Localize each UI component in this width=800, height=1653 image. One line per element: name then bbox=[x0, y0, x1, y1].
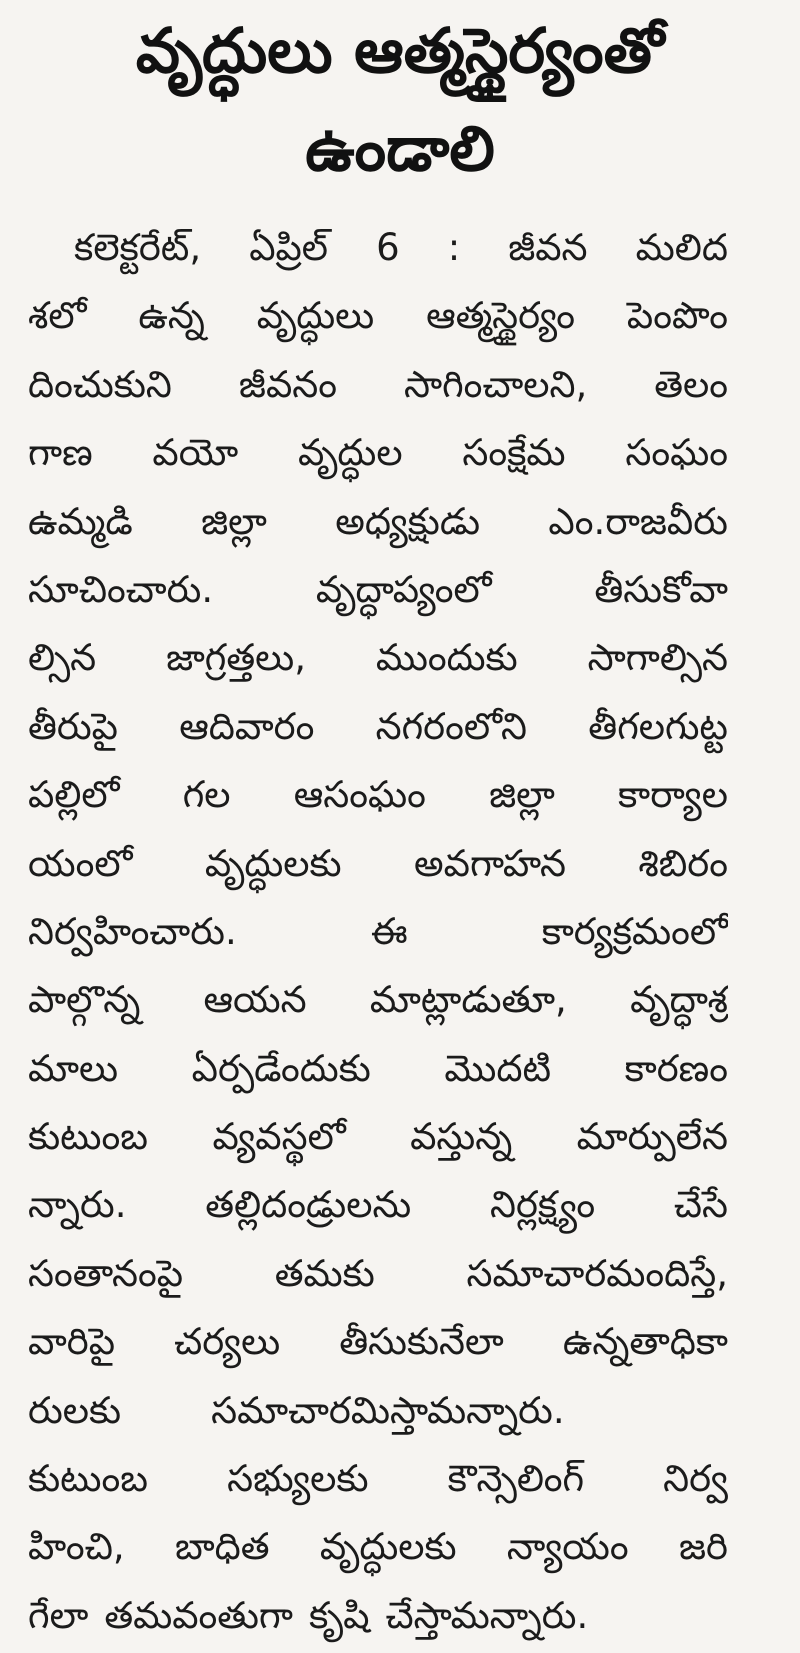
article-line: మాలు ఏర్పడేందుకు మొదటి కారణం bbox=[28, 1046, 728, 1090]
article-line: రులకు సమాచారమిస్తామన్నారు. bbox=[28, 1388, 565, 1432]
article-line: హించి, బాధిత వృద్ధులకు న్యాయం జరి bbox=[28, 1525, 728, 1569]
article-line: పల్లిలో గల ఆసంఘం జిల్లా కార్యాల bbox=[28, 773, 728, 817]
article-line: వారిపై చర్యలు తీసుకునేలా ఉన్నతాధికా bbox=[28, 1320, 728, 1364]
headline-line-2: ఉండాలి bbox=[305, 112, 495, 185]
article-line: దించుకుని జీవనం సాగించాలని, తెలం bbox=[28, 362, 728, 406]
article-line: పాల్గొన్న ఆయన మాట్లాడుతూ, వృద్ధాశ్ర bbox=[28, 978, 728, 1022]
article-line: ల్సిన జాగ్రత్తలు, ముందుకు సాగాల్సిన bbox=[28, 636, 728, 680]
article-line: గేలా తమవంతుగా కృషి చేస్తామన్నారు. bbox=[28, 1593, 589, 1637]
article-line: నిర్వహించారు. ఈ కార్యక్రమంలో bbox=[28, 909, 728, 953]
headline-line-1: వృద్ధులు ఆత్మస్థైర్యంతో bbox=[135, 14, 665, 87]
article-line: గాణ వయో వృద్ధుల సంక్షేమ సంఘం bbox=[28, 431, 728, 475]
article-line: శలో ఉన్న వృద్ధులు ఆత్మస్థైర్యం పెంపొం bbox=[28, 294, 728, 338]
article-line: తీరుపై ఆదివారం నగరంలోని తీగలగుట్ట bbox=[28, 704, 728, 748]
article-body bbox=[28, 214, 728, 1650]
article-line: కలెక్టరేట్, ఏప్రిల్ 6 : జీవన మలిద bbox=[74, 226, 728, 269]
article-line: సూచించారు. వృద్ధాప్యంలో తీసుకోవా bbox=[28, 567, 728, 611]
article-line: కుటుంబ సభ్యులకు కౌన్సెలింగ్ నిర్వ bbox=[28, 1457, 728, 1501]
article-line: కుటుంబ వ్యవస్థలో వస్తున్న మార్పులేన bbox=[28, 1115, 728, 1159]
article-line: ఉమ్మడి జిల్లా అధ్యక్షుడు ఎం.రాజవీరు bbox=[28, 499, 728, 543]
article-line: న్నారు. తల్లిదండ్రులను నిర్లక్ష్యం చేసే bbox=[28, 1183, 728, 1227]
article-line: సంతానంపై తమకు సమాచారమందిస్తే, bbox=[28, 1251, 728, 1295]
article-line: యంలో వృద్ధులకు అవగాహన శిబిరం bbox=[28, 841, 728, 885]
